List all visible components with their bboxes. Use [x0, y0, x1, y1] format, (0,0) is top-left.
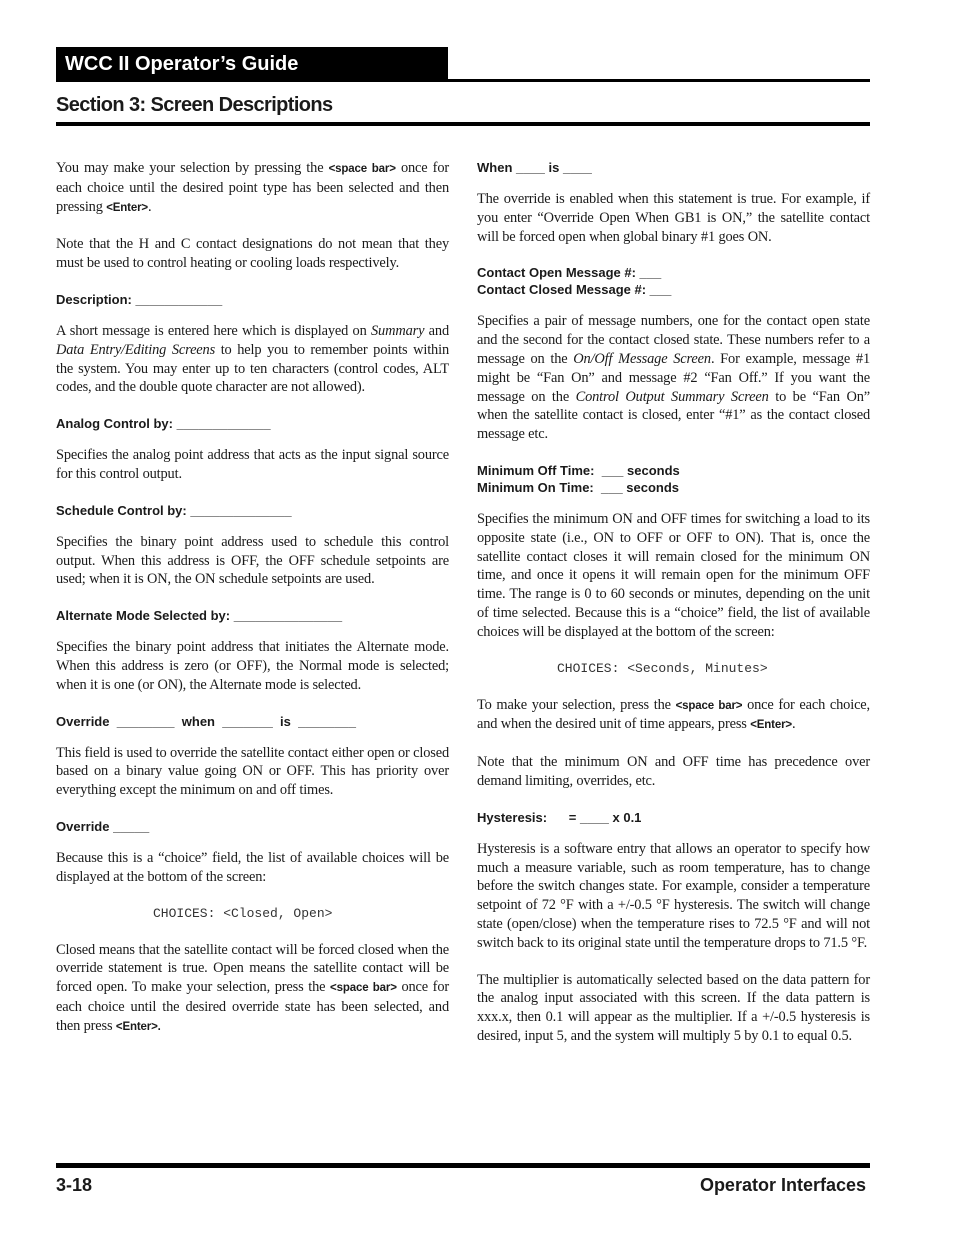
text-run: and [424, 322, 449, 339]
enter-key-label: <Enter>. [115, 1020, 161, 1033]
space-bar-key-label: <space bar> [330, 982, 397, 995]
text-run: . [791, 716, 796, 733]
field-heading-analog-control: Analog Control by: _____________ [56, 416, 271, 432]
italic-screen-name: Control Output Summary Screen [575, 388, 769, 405]
paragraph-alternate-mode: Specifies the binary point address that initiates the Alternate mode. When this address is zero (or OFF), the Normal mode is selected; when it is one (or ON), the Alternate mode is selected. [56, 639, 449, 693]
guide-title-band: WCC II Operator’s Guide [56, 47, 448, 82]
text-run: Closed means that the satellite contact will be forced closed when the override statement is true. Open means the satellite contact will be forced open. To make your selection, press the [56, 941, 449, 996]
text-run: Specifies a pair of message numbers, one for the contact open state and the second for the contact closed state. These numbers refer to a message on the [477, 313, 870, 367]
field-heading-contact-messages [477, 264, 870, 298]
choices-closed-open: CHOICES: <Closed, Open> [153, 905, 333, 921]
text-run: once for each choice, and when the desired unit of time appears, press [477, 696, 870, 733]
field-heading-description: Description: ____________ [56, 291, 223, 307]
left-column [56, 159, 449, 1055]
text-run: . For example, message #1 might be “Fan On” and message #2 “Fan Off.” If you want the message on the [477, 350, 871, 405]
paragraph-override-explanation [56, 941, 449, 1037]
field-heading-override-when: Override ________ when _______ is ________ [56, 713, 356, 729]
paragraph-description [56, 322, 449, 397]
chapter-title: Operator Interfaces [699, 1175, 866, 1195]
enter-key-label: <Enter> [106, 201, 148, 214]
contact-closed-message-label: Contact Closed Message #: ___ [477, 282, 672, 298]
paragraph-precedence-note: Note that the minimum ON and OFF time has precedence over demand limiting, overrides, etc. [477, 754, 870, 789]
contact-open-message-label: Contact Open Message #: ___ [477, 265, 662, 281]
paragraph-when-is: The override is enabled when this statement is true. For example, if you enter “Override Open When GB1 is ON,” the satellite contact will be forced open when global binary #1 goes ON. [477, 191, 870, 245]
field-heading-minimum-times [477, 462, 870, 496]
text-run: . [148, 198, 152, 215]
text-run: once for each choice until the desired override state has been selected, and then press [56, 979, 450, 1034]
minimum-off-time-label: Minimum Off Time: ___ seconds [477, 462, 680, 478]
text-run: You may make your selection by pressing the [56, 160, 329, 176]
paragraph-schedule-control: Specifies the binary point address used to schedule this control output. When this address is OFF, the OFF schedule setpoints are used; when it is ON, the ON schedule setpoints are used. [56, 533, 449, 588]
paragraph-hysteresis: Hysteresis is a software entry that allows an operator to specify how much a measure variable, such as room temperature, has to change before the switch changes state. For example, consider a temperature setpoint of 72 °F with a +/-0.5 °F hysteresis. The switch will change state (open/close) when the temperature rises to 72.5 °F and will not switch back to its original state until the temperature drops to 71.5 °F. [477, 840, 870, 951]
right-column [477, 159, 870, 1064]
header-rule [56, 79, 870, 82]
choices-seconds-minutes: CHOICES: <Seconds, Minutes> [557, 660, 768, 676]
text-run: A short message is entered here which is displayed on [56, 322, 371, 339]
minimum-on-time-label: Minimum On Time: ___ seconds [477, 479, 680, 495]
field-heading-schedule-control: Schedule Control by: ______________ [56, 502, 292, 518]
paragraph-contact-designations: Note that the H and C contact designations do not mean that they must be used to control heating or cooling loads respectively. [56, 236, 449, 272]
paragraph-minimum-times: Specifies the minimum ON and OFF times for switching a load to its opposite state (i.e., ON to OFF or OFF to ON). That is, once the satellite contact closes it will remain closed for the minimum ON time, and once it opens it will remain open for the minimum OFF time. The range is 0 to 60 seconds or minutes, depending on the unit of time selected. Because this is a “choice” field, the list of available choices will be displayed at the bottom of the screen: [477, 510, 870, 640]
paragraph-analog-control: Specifies the analog point address that acts as the input signal source for this control output. [56, 447, 449, 482]
field-heading-hysteresis: Hysteresis: = ____ x 0.1 [477, 809, 642, 825]
paragraph-multiplier: The multiplier is automatically selected based on the data pattern for the analog input associated with this screen. If the data pattern is xxx.x, then 0.1 will appear as the multiplier. If a +/-0.5 hysteresis is desired, input 5, and the system will multiply 5 by 0.1 to equal 0.5. [477, 971, 870, 1044]
paragraph-contact-messages [477, 312, 870, 444]
italic-screen-name: Summary [371, 322, 425, 339]
text-run: once for each choice until the desired point type has been selected and then pressing [56, 160, 450, 215]
page-number: 3-18 [56, 1175, 93, 1195]
text-run: To make your selection, press the [477, 696, 676, 713]
section-title: Section 3: Screen Descriptions [56, 94, 333, 116]
footer-rule [56, 1163, 870, 1168]
paragraph-selection-instructions [56, 159, 449, 217]
section-rule [56, 122, 870, 126]
space-bar-key-label: <space bar> [675, 699, 743, 712]
paragraph-override-choice: Because this is a “choice” field, the list of available choices will be displayed at the bottom of the screen: [56, 849, 449, 885]
space-bar-key-label: <space bar> [328, 163, 396, 175]
italic-screen-name: Data Entry/Editing Screens [56, 341, 216, 358]
field-heading-alternate-mode: Alternate Mode Selected by: _______________ [56, 608, 343, 624]
text-run: to be “Fan On” when the satellite contact is closed, enter “#1” as the contact closed message etc. [477, 388, 871, 443]
field-heading-when-is: When ____ is ____ [477, 160, 592, 175]
enter-key-label: <Enter> [750, 719, 792, 732]
italic-screen-name: On/Off Message Screen [573, 350, 711, 367]
field-heading-override: Override _____ [56, 818, 150, 834]
paragraph-override-when: This field is used to override the satellite contact either open or closed based on a binary value going ON or OFF. This has priority over everything except the minimum on and off times. [56, 744, 449, 799]
text-run: to help you to remember points within the system. You may enter up to ten characters (control codes, ALT codes, and the double quote character are not allowed). [56, 341, 449, 396]
paragraph-time-selection [477, 696, 870, 736]
